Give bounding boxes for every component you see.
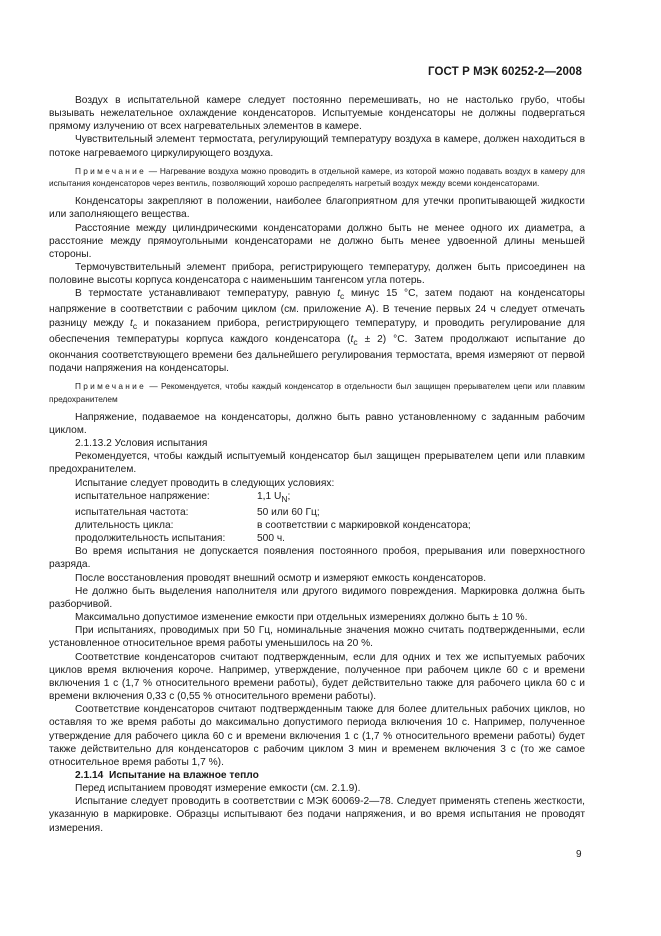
heading-title: Испытание на влажное тепло [109, 769, 259, 781]
body-text [49, 94, 585, 835]
text-run: минус 15 °С, затем подают на конденсаторы напряжение в соответствии с рабочим циклом (см. приложение А). В течение первых 24 ч следует отмечать разницу между [49, 288, 585, 329]
paragraph: Испытание следует проводить в следующих условиях: [75, 477, 335, 489]
paragraph: Термочувствительный элемент прибора, регистрирующего температуру, должен быть присоединен на половине высоты корпуса конденсатора с наименьшим тангенсом угла потерь. [49, 261, 585, 287]
paragraph: Соответствие конденсаторов считают подтвержденным, если для одних и тех же испытуемых рабочих циклов время включения короче. Например, утверждение, полученное при рабочем цикле 60 с и времени включения 1 с (1,7 % относительного времени работы), будет действительно также для рабочего цикла 60 с и времени включения 0,33 с (0,55 % относительного времени работы). [49, 651, 585, 703]
symbol-tc: t [337, 288, 341, 300]
paragraph: Конденсаторы закрепляют в положении, наиболее благоприятном для утечки пропитывающей жидкости или заполняющего вещества. [49, 196, 585, 221]
note-label: Примечание [75, 381, 147, 392]
condition-row [49, 506, 585, 519]
note-label: Примечание [75, 165, 147, 176]
condition-value: 50 или 60 Гц; [257, 506, 320, 518]
section-heading: 2.1.13.2 Условия испытания [75, 438, 208, 450]
paragraph: Максимально допустимое изменение емкости при отдельных измерениях должно быть ± 10 %. [75, 612, 528, 624]
condition-value: в соответствии с маркировкой конденсатора; [257, 520, 471, 531]
paragraph: Во время испытания не допускается появления постоянного пробоя, прерывания или поверхностного разряда. [49, 546, 585, 571]
paragraph: Рекомендуется, чтобы каждый испытуемый конденсатор был защищен прерывателем цепи или плавким предохранителем. [49, 451, 585, 476]
paragraph: После восстановления проводят внешний осмотр и измеряют емкость конденсаторов. [75, 572, 487, 584]
section-heading [49, 769, 585, 782]
symbol-sub: c [132, 320, 138, 331]
paragraph [49, 287, 585, 375]
conditions-list [49, 490, 585, 546]
page-number: 9 [576, 849, 582, 860]
paragraph: При испытаниях, проводимых при 50 Гц, номинальные значения можно считать подтвержденными, если установленное относительное время работы уменьшилось на 20 %. [49, 625, 585, 650]
paragraph: Расстояние между цилиндрическими конденсаторами должно быть не менее одного их диаметра, а расстояние между прямоугольными конденсаторами не должно быть менее удвоенной длины меньшей стороны. [49, 222, 585, 260]
condition-row [49, 490, 585, 506]
condition-key: испытательное напряжение: [75, 490, 210, 502]
paragraph: Испытание следует проводить в соответствии с МЭК 60069-2—78. Следует применять степень жесткости, указанную в маркировке. Образцы испытывают без подачи напряжения, и во время испытания не проводят измерения. [49, 796, 585, 834]
paragraph: Соответствие конденсаторов считают подтвержденным также для более длительных рабочих циклов, но оставляя то же время работы до максимально допустимого периода включения 10 с. Например, полученное утверждение для рабочего цикла 60 с и времени включения 1 с (1,7 % относительного времени работы) будет также действительно для конденсаторов с рабочим циклом 3 мин и временем включения 3 с (то же самое относительное время работы 1,7 %). [49, 704, 585, 768]
paragraph: Перед испытанием проводят измерение емкости (см. 2.1.9). [75, 783, 361, 795]
heading-number: 2.1.14 [75, 769, 104, 781]
condition-value: 500 ч. [257, 533, 285, 545]
paragraph: Воздух в испытательной камере следует постоянно перемешивать, но не настолько грубо, чтобы вызывать нежелательное охлаждение конденсаторов. Испытуемые конденсаторы не должны подвергаться прямому излучению от всех нагревательных элементов в камере. [49, 95, 585, 133]
text-run: ± 2) °С. Затем продолжают испытание до окончания соответствующего времени без дальнейшего регулирования термостата, время измеряют от первой подачи напряжения на конденсаторы. [49, 333, 585, 375]
condition-key: длительность цикла: [75, 520, 174, 531]
condition-row [49, 519, 585, 532]
symbol-sub: c [340, 291, 345, 302]
symbol-tc: t [350, 333, 354, 345]
text-run: и показанием прибора, регистрирующего температуру, и проводить регулирование для обеспечения температуры корпуса каждого конденсатора ( [49, 317, 586, 345]
paragraph: Чувствительный элемент термостата, регулирующий температуру воздуха в камере, должен находиться в потоке нагреваемого циркулирующего воздуха. [49, 134, 585, 159]
text-run: В термостате устанавливают температуру, равную [75, 288, 338, 300]
note-text: — Нагревание воздуха можно проводить в отдельной камере, из которой можно подавать воздух в камеру для испытания конденсаторов через вентиль, позволяющий хорошо распределять нагретый воздух между всеми конденсаторами. [49, 165, 585, 188]
condition-row [49, 532, 585, 545]
standard-header: ГОСТ Р МЭК 60252-2—2008 [428, 66, 582, 78]
note-text: — Рекомендуется, чтобы каждый конденсатор в отдельности был защищен прерывателем цепи или плавким предохранителем [49, 381, 585, 404]
paragraph: Напряжение, подаваемое на конденсаторы, должно быть равно установленному с заданным рабочим циклом. [49, 411, 585, 436]
paragraph: Не должно быть выделения наполнителя или другого видимого повреждения. Маркировка должна быть разборчивой. [49, 585, 585, 610]
condition-key: продолжительность испытания: [75, 533, 226, 545]
note [49, 380, 585, 404]
condition-value: 1,1 $U_N$; [257, 490, 291, 504]
symbol-tc: t [129, 317, 133, 329]
condition-key: испытательная частота: [75, 506, 189, 518]
symbol-sub: c [353, 336, 358, 347]
note [49, 165, 585, 189]
